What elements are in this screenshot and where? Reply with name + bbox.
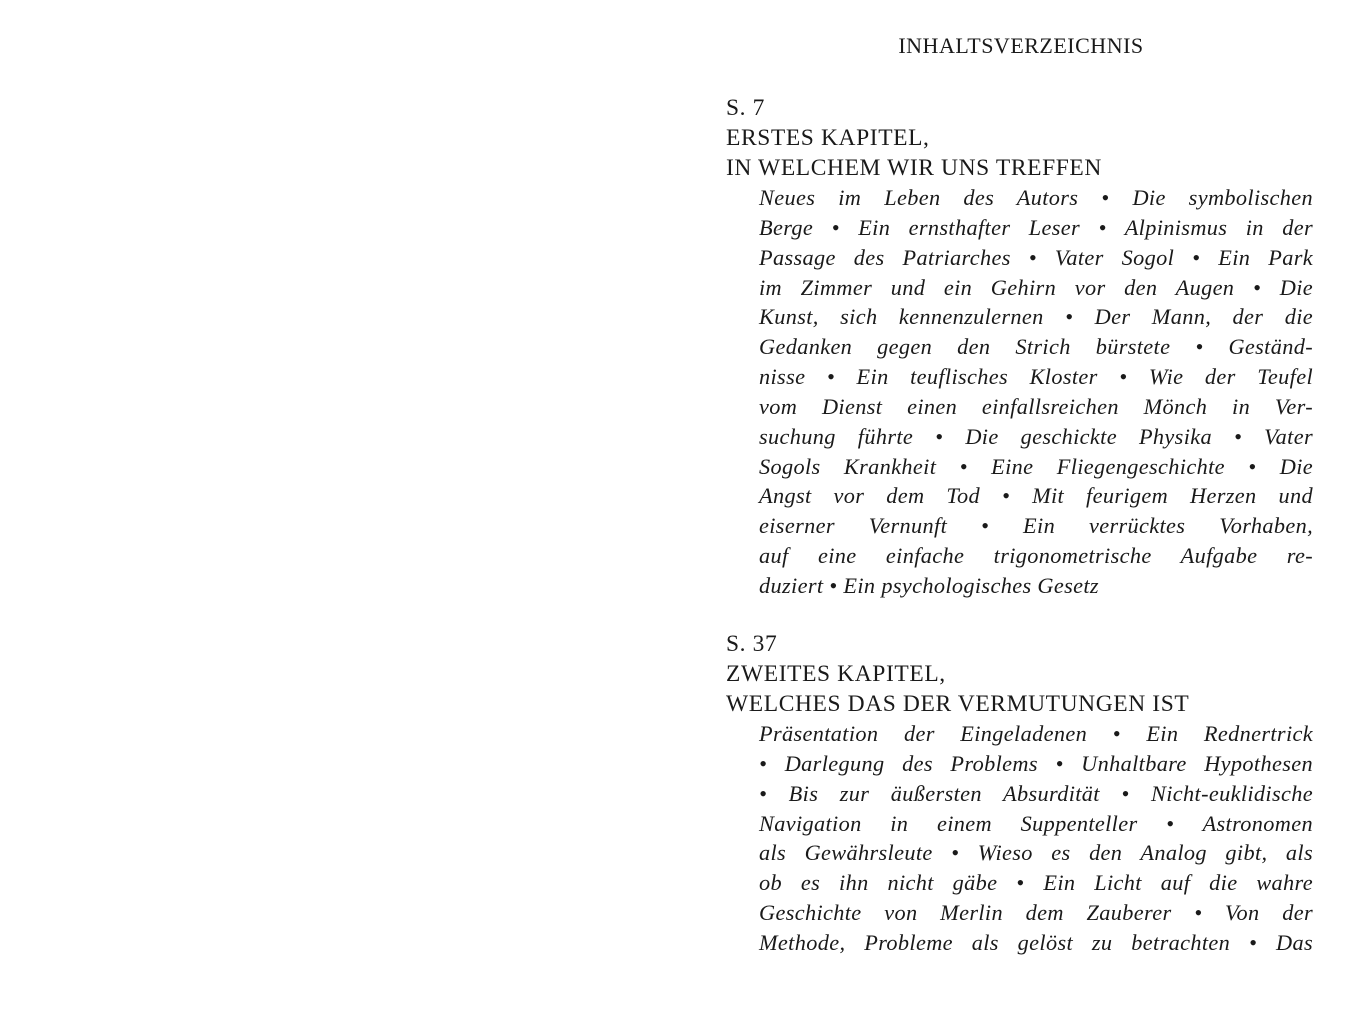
summary-line: Sogols Krankheit • Eine Fliegengeschichte • Die [759, 453, 1313, 479]
summary-line: Kunst, sich kennenzulernen • Der Mann, der die [759, 304, 1313, 330]
summary-line: Präsentation der Eingeladenen • Ein Rednertrick [759, 721, 1313, 746]
chapter-page-number: S. 37 [726, 631, 778, 657]
summary-line: Passage des Patriarches • Vater Sogol • Ein Park [759, 244, 1313, 270]
summary-line: duziert • Ein psychologisches Gesetz [759, 572, 1099, 598]
chapter-title-line: ERSTES KAPITEL, [726, 125, 930, 151]
summary-line: suchung führte • Die geschickte Physika • Vater [759, 423, 1313, 449]
summary-line: Geschichte von Merlin dem Zauberer • Von der [759, 900, 1313, 926]
summary-line: ob es ihn nicht gäbe • Ein Licht auf die wahre [759, 870, 1313, 896]
chapter-page-number: S. 7 [726, 95, 765, 121]
summary-line: Navigation in einem Suppenteller • Astronomen [759, 810, 1313, 836]
summary-line: nisse • Ein teuflisches Kloster • Wie der Teufel [759, 364, 1313, 390]
right-page [726, 0, 1316, 1033]
summary-line: als Gewährsleute • Wieso es den Analog gibt, als [759, 840, 1313, 866]
summary-line: auf eine einfache trigonometrische Aufgabe re- [759, 543, 1313, 569]
summary-line: Angst vor dem Tod • Mit feurigem Herzen und [759, 483, 1313, 509]
summary-line: Gedanken gegen den Strich bürstete • Geständ- [759, 334, 1313, 360]
chapter-title-line: ZWEITES KAPITEL, [726, 661, 946, 687]
chapter-title-line: WELCHES DAS DER VERMUTUNGEN IST [726, 691, 1190, 717]
summary-line: • Darlegung des Problems • Unhaltbare Hypothesen [759, 750, 1313, 776]
summary-line: vom Dienst einen einfallsreichen Mönch in Ver- [759, 393, 1313, 419]
chapter-title-line: IN WELCHEM WIR UNS TREFFEN [726, 155, 1102, 181]
chapter-summary [726, 719, 1313, 958]
toc-heading: INHALTSVERZEICHNIS [898, 33, 1144, 58]
summary-line: Neues im Leben des Autors • Die symbolischen [759, 185, 1313, 210]
summary-line: im Zimmer und ein Gehirn vor den Augen • Die [759, 274, 1313, 300]
summary-line: • Bis zur äußersten Absurdität • Nicht-euklidische [759, 780, 1313, 806]
summary-line: Methode, Probleme als gelöst zu betrachten • Das [759, 929, 1313, 955]
summary-line: eiserner Vernunft • Ein verrücktes Vorhaben, [759, 513, 1313, 539]
toc-chapter-1 [726, 93, 1316, 601]
chapter-summary [726, 183, 1313, 601]
summary-line: Berge • Ein ernsthafter Leser • Alpinismus in der [759, 214, 1313, 240]
toc-chapter-2 [726, 629, 1316, 958]
